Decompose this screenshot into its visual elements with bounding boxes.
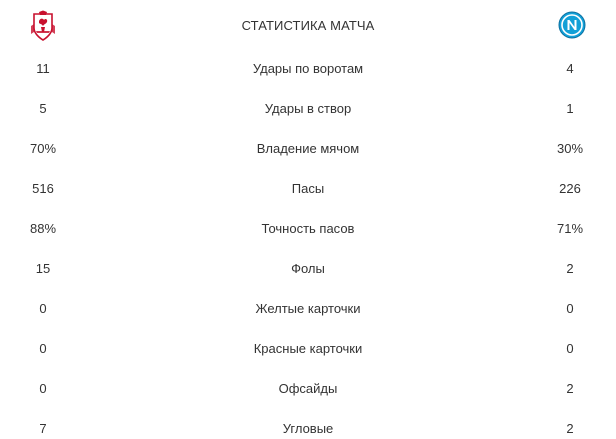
stat-row-pass-accuracy <box>0 219 616 239</box>
away-value: 0 <box>566 301 574 316</box>
home-value: 11 <box>36 61 50 76</box>
away-value: 2 <box>566 261 574 276</box>
stat-row-possession <box>0 139 616 159</box>
away-value: 2 <box>566 421 574 436</box>
away-value: 30% <box>556 141 584 156</box>
stats-title: СТАТИСТИКА МАТЧА <box>241 18 375 33</box>
stat-label: Владение мячом <box>256 141 360 156</box>
away-value: 226 <box>559 181 581 196</box>
stat-row-corners <box>0 419 616 439</box>
home-value: 5 <box>39 101 47 116</box>
stat-label: Офсайды <box>278 381 338 396</box>
stat-row-offsides <box>0 379 616 399</box>
stats-header <box>0 0 616 50</box>
home-value: 70% <box>29 141 57 156</box>
stat-row-fouls <box>0 259 616 279</box>
napoli-crest-icon <box>558 11 586 39</box>
home-value: 0 <box>39 381 47 396</box>
away-value: 1 <box>566 101 574 116</box>
away-value: 2 <box>566 381 574 396</box>
stat-label: Удары в створ <box>264 101 352 116</box>
stat-row-shots-on-target <box>0 99 616 119</box>
home-value: 516 <box>32 181 54 196</box>
home-value: 7 <box>39 421 47 436</box>
home-value: 0 <box>39 341 47 356</box>
home-value: 0 <box>39 301 47 316</box>
home-value: 15 <box>35 261 51 276</box>
stat-row-shots <box>0 59 616 79</box>
stat-row-passes <box>0 179 616 199</box>
away-value: 4 <box>566 61 574 76</box>
stat-row-red-cards <box>0 339 616 359</box>
away-value: 71% <box>556 221 584 236</box>
stat-label: Желтые карточки <box>255 301 361 316</box>
stat-label: Точность пасов <box>261 221 355 236</box>
stat-label: Удары по воротам <box>252 61 364 76</box>
stat-label: Фолы <box>291 261 325 276</box>
stat-label: Пасы <box>291 181 325 196</box>
stat-label: Угловые <box>282 421 334 436</box>
stat-label: Красные карточки <box>253 341 363 356</box>
stat-row-yellow-cards <box>0 299 616 319</box>
home-value: 88% <box>29 221 57 236</box>
away-value: 0 <box>566 341 574 356</box>
